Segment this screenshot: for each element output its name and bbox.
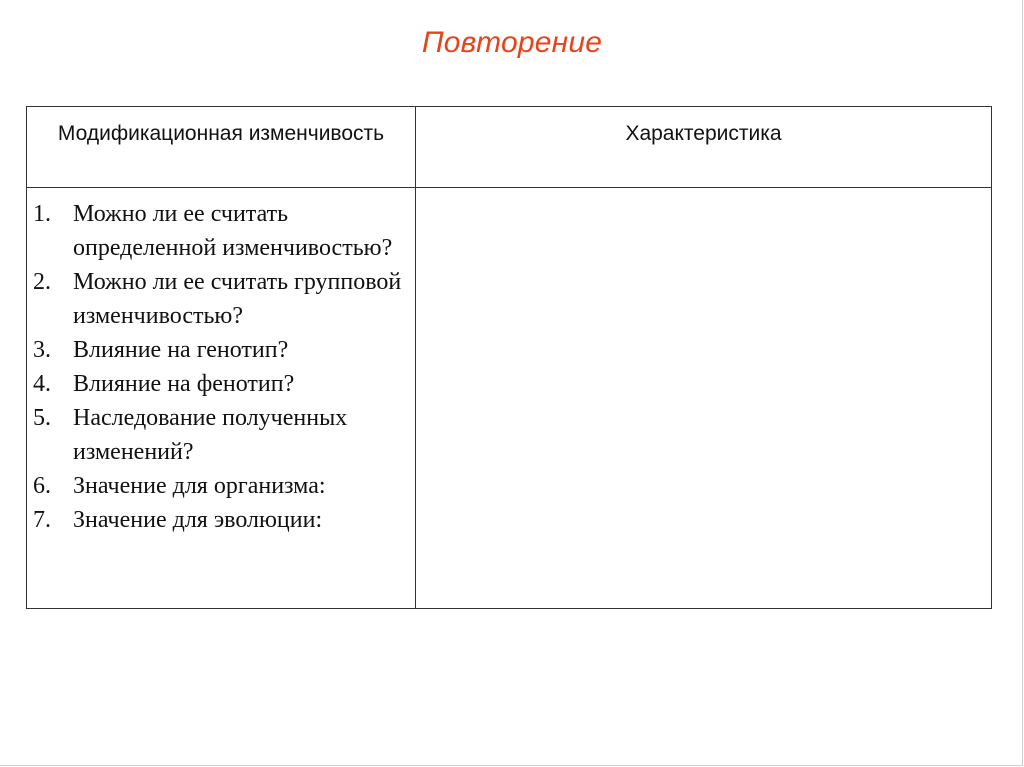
list-item-number: 5. [33,405,51,431]
list-item-text: Влияние на фенотип? [73,371,295,397]
list-item-text: Можно ли ее считать определенной изменчивостью? [73,201,393,261]
list-item-number: 6. [33,473,51,499]
list-item-number: 3. [33,337,51,363]
list-item-number: 2. [33,269,51,295]
question-list [27,188,415,537]
table-body-row [27,188,992,609]
header-cell-characteristic [416,107,992,188]
table-header-row [27,107,992,188]
list-item-number: 7. [33,507,51,533]
list-item [27,469,407,503]
slide-title: Повторение [421,26,603,59]
question-table [26,106,992,609]
header-cell-variability [27,107,416,188]
list-item [27,197,407,265]
list-item-text: Можно ли ее считать групповой изменчивостью? [73,269,402,329]
list-item [27,503,407,537]
questions-cell [27,188,416,609]
list-item [27,367,407,401]
list-item-number: 4. [33,371,51,397]
list-item-text: Значение для организма: [73,473,326,499]
list-item-text: Наследование полученных изменений? [73,405,348,465]
list-item [27,265,407,333]
answer-cell[interactable] [416,188,992,609]
header-label-variability: Модификационная изменчивость [57,122,385,145]
list-item [27,401,407,469]
list-item-text: Значение для эволюции: [73,507,323,533]
list-item [27,333,407,367]
list-item-number: 1. [33,201,51,227]
list-item-text: Влияние на генотип? [73,337,289,363]
header-label-characteristic: Характеристика [625,122,782,145]
